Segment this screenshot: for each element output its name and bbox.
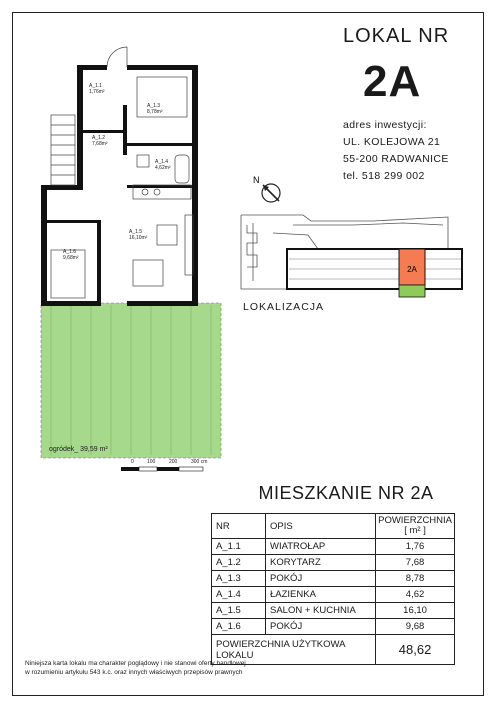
room-id-label: A_1.4	[155, 159, 169, 165]
table-row	[212, 587, 455, 603]
total-label-line2: LOKALU	[216, 649, 254, 661]
total-value: 48,62	[376, 635, 455, 665]
room-area-label: 16,10m²	[129, 235, 148, 241]
location-map	[233, 163, 483, 313]
table-row	[212, 571, 455, 587]
cell-area: 16,10	[376, 603, 455, 619]
room-id-label: A_1.2	[92, 135, 106, 141]
scale-tick: 200	[169, 459, 178, 465]
unit-garden	[399, 285, 425, 297]
disclaimer-line: w rozumieniu artykułu 543 k.c. oraz innych właściwych przepisów prawnych	[25, 669, 243, 676]
room-area-label: 1,76m²	[89, 89, 105, 95]
cell-area: 7,68	[376, 555, 455, 571]
scale-tick: 0	[131, 459, 134, 465]
room-area-label: 7,68m²	[92, 141, 108, 147]
lokal-number: 2A	[363, 57, 422, 106]
cell-nr: A_1.6	[212, 619, 266, 635]
cell-nr: A_1.2	[212, 555, 266, 571]
cell-opis: POKÓJ	[266, 571, 376, 587]
table-header-row	[212, 514, 455, 539]
walls	[41, 65, 198, 306]
cell-nr: A_1.1	[212, 539, 266, 555]
cell-nr: A_1.3	[212, 571, 266, 587]
col-nr-header: NR	[212, 514, 266, 539]
address-line: tel. 518 299 002	[343, 170, 425, 182]
rooms-table	[211, 513, 455, 665]
table-row	[212, 603, 455, 619]
table-row	[212, 555, 455, 571]
table-row	[212, 619, 455, 635]
room-id-label: A_1.1	[89, 83, 103, 89]
cell-area: 4,62	[376, 587, 455, 603]
disclaimer	[25, 659, 325, 677]
cell-nr: A_1.4	[212, 587, 266, 603]
address-line: adres inwestycji:	[343, 119, 427, 131]
total-label-line1: POWIERZCHNIA UŻYTKOWA	[216, 638, 346, 650]
address-line: UL. KOLEJOWA 21	[343, 136, 441, 148]
cell-opis: KORYTARZ	[266, 555, 376, 571]
col-opis-header: OPIS	[266, 514, 376, 539]
cell-opis: WIATROŁAP	[266, 539, 376, 555]
unit-label: 2A	[407, 265, 417, 274]
door-icon	[107, 47, 127, 67]
disclaimer-line: Niniejsza karta lokalu ma charakter poglądowy i nie stanowi oferty handlowej	[25, 660, 246, 667]
scale-tick: 300 cm	[191, 459, 208, 465]
col-area-header-line2: [ m² ]	[404, 525, 426, 536]
cell-area: 1,76	[376, 539, 455, 555]
col-area-header	[376, 514, 455, 539]
cell-area: 8,78	[376, 571, 455, 587]
cell-nr: A_1.5	[212, 603, 266, 619]
garden-label: ogródek_ 39,59 m²	[49, 446, 108, 453]
cell-area: 9,68	[376, 619, 455, 635]
table-row	[212, 539, 455, 555]
scale-bar	[121, 459, 207, 471]
room-area-label: 8,78m²	[147, 109, 163, 115]
address-line: 55-200 RADWANICE	[343, 153, 449, 165]
document-sheet	[12, 12, 484, 696]
room-area-label: 4,62m²	[155, 165, 171, 171]
compass-icon	[262, 184, 280, 202]
stairs-icon	[51, 115, 75, 185]
north-label: N	[253, 175, 260, 185]
room-id-label: A_1.3	[147, 103, 161, 109]
scale-tick: 100	[147, 459, 156, 465]
cell-opis: POKÓJ	[266, 619, 376, 635]
col-area-header-line1: POWIERZCHNIA	[378, 515, 452, 526]
location-caption: LOKALIZACJA	[243, 301, 325, 313]
cell-opis: ŁAZIENKA	[266, 587, 376, 603]
cell-opis: SALON + KUCHNIA	[266, 603, 376, 619]
room-id-label: A_1.5	[129, 229, 143, 235]
lokal-label: LOKAL NR	[343, 25, 450, 47]
room-area-label: 9,68m²	[63, 255, 79, 261]
floor-plan	[37, 35, 237, 485]
table-title: MIESZKANIE NR 2A	[258, 483, 434, 503]
room-id-label: A_1.6	[63, 249, 77, 255]
